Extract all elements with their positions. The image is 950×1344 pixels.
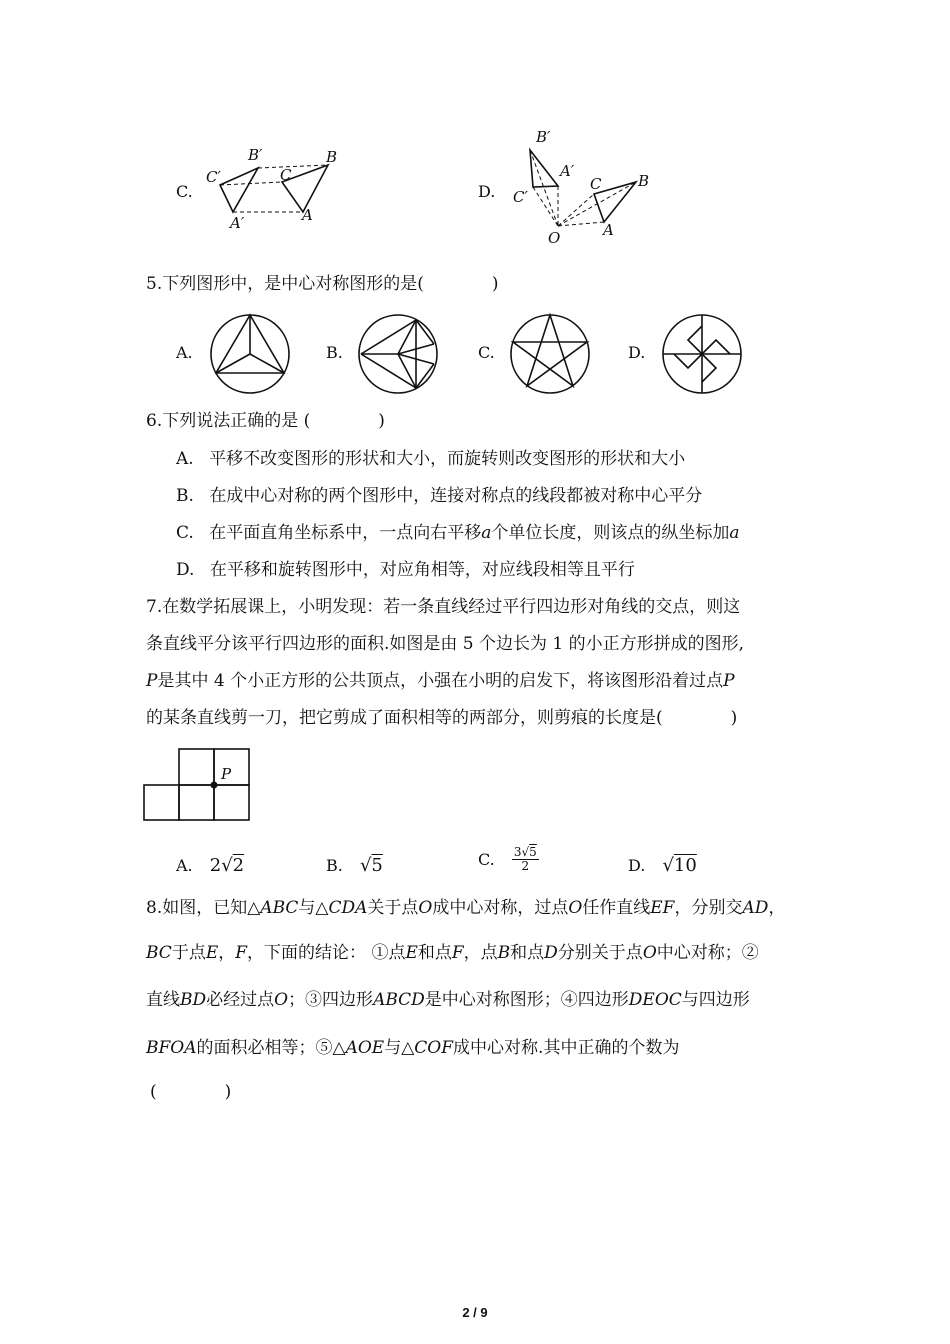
q7-b-rad: 5: [371, 855, 383, 876]
q8-l1-v4: O: [568, 898, 583, 918]
q8-l1-v1: ABC: [260, 898, 299, 918]
q8-l1-d: 成中心对称，过点: [432, 898, 569, 918]
q7-option-c-fraction: [512, 846, 539, 873]
q7-c-denominator: 2: [521, 859, 530, 873]
q5-stem: 5.下列图形中，是中心对称图形的是( ): [146, 274, 499, 294]
q8-l1-b: 与△: [298, 898, 329, 918]
label-b-prime-d: B′: [536, 128, 551, 146]
label-c-prime-c: C′: [206, 168, 221, 186]
q7-option-a: [176, 855, 244, 876]
q8-line-1: [146, 898, 785, 918]
q8-l1-v2: CDA: [328, 898, 368, 918]
q8-line-4: [146, 1038, 679, 1058]
q8-l2-v4: E: [405, 943, 418, 963]
q6-option-c: [176, 523, 740, 543]
q6-option-c-var2: a: [729, 523, 740, 543]
q6-stem: 6.下列说法正确的是 ( ): [146, 411, 385, 431]
q8-l3-v4: DEOC: [628, 990, 682, 1010]
q7-a-rad: 2: [232, 855, 245, 876]
q6-option-c-var: a: [481, 523, 492, 543]
q8-l3-e: 与四边形: [681, 990, 750, 1010]
q8-l4-v1: BFOA: [146, 1038, 197, 1058]
q6-option-a-label: A.: [176, 449, 194, 469]
label-a-prime-d: A′: [560, 162, 575, 180]
label-b-c: B: [326, 148, 338, 166]
q8-l2-b: ，: [218, 943, 236, 963]
q7-option-d-value: √10: [662, 855, 697, 876]
q8-line-3: [146, 990, 750, 1010]
q7-line-2: 条直线平分该平行四边形的面积.如图是由 5 个边长为 1 的小正方形拼成的图形,: [146, 634, 745, 654]
q8-l4-v3: COF: [414, 1038, 454, 1058]
q8-l2-v2: E: [205, 943, 219, 963]
q8-l2-e: ，点: [463, 943, 498, 963]
q8-l2-f: 和点: [510, 943, 545, 963]
q5-option-c-label: C.: [478, 343, 495, 362]
q7-var-p: P: [146, 671, 158, 691]
q5-figure-c: [508, 312, 592, 396]
q8-l2-g: 分别关于点: [557, 943, 643, 963]
q7-option-a-label: A.: [176, 856, 193, 875]
q7-c-numerator: 3√5: [513, 845, 537, 859]
q8-l2-c: ，下面的结论： ①点: [247, 943, 406, 963]
q8-l3-d: 是中心对称图形；④四边形: [424, 990, 629, 1010]
q5-option-d-label: D.: [628, 343, 646, 362]
q8-l4-a: 的面积必相等；⑤△: [196, 1038, 346, 1058]
q8-l4-b: 与△: [384, 1038, 415, 1058]
q8-l1-e: 任作直线: [582, 898, 651, 918]
q7-option-a-value: 2√2: [209, 855, 245, 876]
q5-figure-b: [356, 312, 440, 396]
q8-l3-a: 直线: [146, 990, 180, 1010]
q5-figure-d: [660, 312, 744, 396]
q8-l1-v3: O: [418, 898, 433, 918]
q7-option-b: [326, 855, 383, 876]
q6-option-b: [176, 486, 702, 506]
q4-figure-c: [200, 140, 360, 235]
q8-line-2: [146, 943, 759, 963]
q8-l2-d: 和点: [417, 943, 452, 963]
q7-option-c-label: C.: [478, 850, 495, 869]
q8-l2-v8: O: [642, 943, 657, 963]
label-c-c: C: [280, 166, 292, 184]
q6-option-d-label: D.: [176, 560, 195, 580]
q8-l2-v5: F: [451, 943, 464, 963]
q8-l1-c: 关于点: [367, 898, 419, 918]
q8-l2-a: 于点: [171, 943, 206, 963]
q8-l2-v7: D: [544, 943, 558, 963]
q5-option-a-label: A.: [176, 343, 193, 362]
label-b-prime-c: B′: [248, 146, 263, 164]
q8-l3-v2: O: [274, 990, 289, 1010]
q4-figure-d: [508, 122, 668, 247]
q7-figure-label-p: P: [221, 765, 232, 783]
q6-option-c-text-a: 在平面直角坐标系中，一点向右平移: [209, 523, 482, 543]
q6-option-d: [176, 560, 635, 580]
q7-line-1: 7.在数学拓展课上，小明发现：若一条直线经过平行四边形对角线的交点，则这: [146, 597, 741, 617]
q6-option-a-text: 平移不改变图形的形状和大小，而旋转则改变图形的形状和大小: [209, 449, 686, 469]
q7-line-4: 的某条直线剪一刀，把它剪成了面积相等的两部分，则剪痕的长度是( ): [146, 708, 738, 728]
q4-option-d-label: D.: [478, 182, 496, 201]
q6-option-c-text-b: 个单位长度，则该点的纵坐标加: [491, 523, 730, 543]
label-a-prime-c: A′: [230, 214, 245, 232]
q7-option-c: [478, 846, 539, 873]
q7-line-3-text: 是其中 4 个小正方形的公共顶点，小强在小明的启发下，将该图形沿着过点: [157, 671, 724, 691]
page-number: 2 / 9: [462, 1305, 488, 1320]
q7-option-b-value: √5: [359, 855, 383, 876]
q8-l2-v3: F: [235, 943, 248, 963]
label-a-d: A: [603, 221, 614, 239]
q7-option-d: [628, 855, 697, 876]
q8-l1-v5: EF: [650, 898, 675, 918]
q5-option-b-label: B.: [326, 343, 343, 362]
q7-c-num-coef: 3: [513, 845, 522, 859]
q7-d-rad: 10: [673, 855, 697, 876]
q8-l1-v6: AD: [742, 898, 769, 918]
q8-l1-g: ，: [768, 898, 786, 918]
q7-option-b-label: B.: [326, 856, 343, 875]
q5-figure-a: [208, 312, 292, 396]
q7-figure-squares: [142, 746, 254, 824]
q6-option-d-text: 在平移和旋转图形中，对应角相等，对应线段相等且平行: [209, 560, 635, 580]
label-o-d: O: [548, 229, 561, 247]
q8-l2-v1: BC: [146, 943, 172, 963]
q8-l1-f: ，分别交: [674, 898, 743, 918]
q7-option-d-label: D.: [628, 856, 646, 875]
q4-option-c-label: C.: [176, 182, 193, 201]
q8-l3-b: 必经过点: [206, 990, 275, 1010]
label-a-c: A: [302, 206, 313, 224]
q8-l4-v2: AOE: [345, 1038, 385, 1058]
label-b-d: B: [638, 172, 650, 190]
q7-var-p-end: P: [723, 671, 735, 691]
q6-option-b-text: 在成中心对称的两个图形中，连接对称点的线段都被对称中心平分: [209, 486, 703, 506]
q8-line-5: ( ): [150, 1082, 232, 1102]
q7-c-num-rad: 5: [529, 845, 537, 859]
label-c-prime-d: C′: [513, 188, 528, 206]
q7-a-coef: 2: [209, 855, 222, 876]
point-p: [211, 782, 218, 789]
q6-option-a: [176, 449, 685, 469]
q8-l4-c: 成中心对称.其中正确的个数为: [453, 1038, 680, 1058]
q8-l3-c: ；③四边形: [288, 990, 374, 1010]
q8-l3-v1: BD: [180, 990, 207, 1010]
q8-l3-v3: ABCD: [373, 990, 425, 1010]
q8-l2-v6: B: [497, 943, 511, 963]
q8-l2-h: 中心对称；②: [656, 943, 759, 963]
q6-option-b-label: B.: [176, 486, 194, 506]
label-c-d: C: [590, 175, 602, 193]
q8-l1-a: 8.如图，已知△: [146, 898, 261, 918]
q6-option-c-label: C.: [176, 523, 194, 543]
q7-line-3: [146, 671, 735, 691]
